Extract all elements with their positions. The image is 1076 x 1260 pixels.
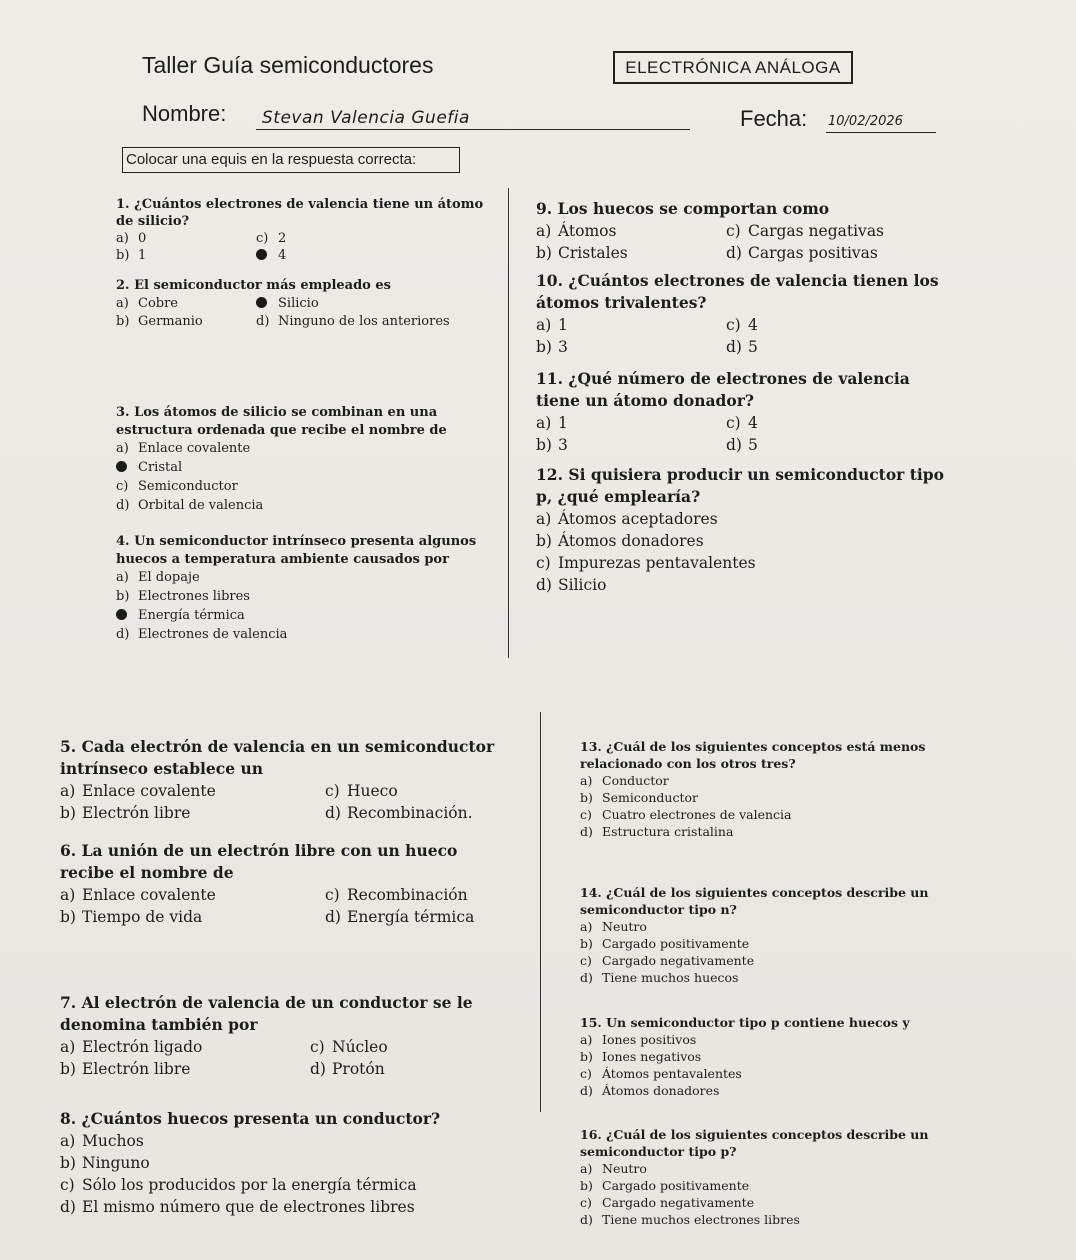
question-stem: ¿Qué número de electrones de valencia tiene un átomo donador? [536, 369, 910, 410]
option-text: Electrones libres [138, 589, 250, 604]
question-stem: ¿Cuántos electrones de valencia tienen los átomos trivalentes? [536, 271, 939, 312]
question-11 [536, 368, 956, 456]
answer-option[interactable] [60, 1174, 510, 1196]
answer-option[interactable] [726, 314, 758, 336]
option-letter: a) [536, 222, 552, 240]
answer-option[interactable] [580, 789, 980, 806]
option-letter: a) [116, 441, 129, 456]
column-divider [508, 188, 509, 658]
options-list [536, 220, 936, 264]
answer-option[interactable] [60, 1152, 510, 1174]
option-text: Cristales [558, 244, 628, 262]
option-text: Semiconductor [602, 790, 698, 805]
answer-option[interactable] [256, 247, 286, 266]
answer-option[interactable] [325, 884, 468, 906]
question-text [536, 270, 956, 314]
option-text: Tiene muchos electrones libres [602, 1212, 800, 1227]
answer-option[interactable] [580, 1048, 980, 1065]
options-list [60, 780, 510, 824]
option-text: 3 [558, 338, 568, 356]
option-text: Recombinación [347, 886, 468, 904]
subject-box: ELECTRÓNICA ANÁLOGA [613, 51, 853, 84]
option-text: Muchos [82, 1132, 144, 1150]
answer-option[interactable] [116, 569, 486, 588]
answer-option[interactable] [116, 607, 486, 626]
question-stem: Al electrón de valencia de un conductor se le denomina también por [60, 993, 473, 1034]
option-text: 2 [278, 231, 287, 246]
option-letter: c) [325, 886, 340, 904]
option-letter: d) [580, 1212, 593, 1227]
question-stem: Un semiconductor tipo p contiene huecos y [606, 1015, 910, 1030]
option-letter: b) [536, 244, 552, 262]
answer-option[interactable] [60, 1036, 202, 1058]
answer-option[interactable] [726, 434, 758, 456]
option-text: Cargado negativamente [602, 953, 755, 968]
answer-option[interactable] [325, 802, 473, 824]
answer-option[interactable] [536, 412, 568, 434]
question-3 [116, 404, 476, 516]
options-list [580, 1031, 980, 1099]
options-list [580, 1160, 980, 1228]
answer-option[interactable] [580, 806, 980, 823]
question-number: 10. [536, 271, 569, 290]
option-text: Electrón libre [82, 1060, 191, 1078]
question-number: 12. [536, 465, 569, 484]
option-letter: b) [580, 936, 593, 951]
answer-option[interactable] [580, 1211, 980, 1228]
answer-option[interactable] [726, 242, 878, 264]
option-letter: b) [60, 804, 76, 822]
option-text: Semiconductor [138, 479, 238, 494]
option-letter: c) [726, 316, 741, 334]
question-text [580, 1126, 980, 1160]
option-letter: a) [536, 510, 552, 528]
question-stem: La unión de un electrón libre con un hueco recibe el nombre de [60, 841, 458, 882]
option-letter: b) [116, 314, 130, 329]
option-letter: d) [536, 576, 552, 594]
answer-option[interactable] [580, 969, 980, 986]
answer-option[interactable] [536, 552, 956, 574]
answer-option[interactable] [60, 802, 190, 824]
option-text: Neutro [602, 919, 647, 934]
answer-option[interactable] [310, 1036, 388, 1058]
question-text [116, 277, 496, 295]
answer-option[interactable] [580, 823, 980, 840]
filled-circle-mark-icon [256, 249, 267, 260]
option-letter: a) [60, 886, 76, 904]
options-list [116, 230, 486, 264]
question-number: 14. [580, 885, 607, 900]
option-letter: c) [580, 807, 592, 822]
answer-option[interactable] [60, 906, 202, 928]
instruction-box: Colocar una equis en la respuesta correcta: [122, 147, 460, 173]
question-number: 8. [60, 1109, 82, 1128]
answer-option[interactable] [116, 588, 486, 607]
options-list [536, 412, 956, 456]
answer-option[interactable] [116, 626, 486, 645]
question-text [536, 368, 956, 412]
options-list [536, 314, 956, 358]
option-text: El mismo número que de electrones libres [82, 1198, 415, 1216]
option-text: Átomos aceptadores [558, 510, 718, 528]
option-letter: b) [580, 1178, 593, 1193]
options-list [116, 569, 486, 645]
answer-option[interactable] [60, 1196, 510, 1218]
question-text [580, 884, 980, 918]
question-stem: Si quisiera producir un semiconductor tipo p, ¿qué emplearía? [536, 465, 944, 506]
option-text: Electrón libre [82, 804, 191, 822]
option-text: Electrones de valencia [138, 627, 288, 642]
option-letter: a) [536, 414, 552, 432]
name-label: Nombre: [142, 101, 227, 126]
question-stem: Un semiconductor intrínseco presenta algunos huecos a temperatura ambiente causados por [116, 534, 477, 567]
option-text: Estructura cristalina [602, 824, 734, 839]
question-number: 16. [580, 1127, 607, 1142]
answer-option[interactable] [325, 780, 398, 802]
option-text: 5 [748, 338, 758, 356]
options-list [536, 508, 956, 596]
question-text [60, 992, 510, 1036]
option-text: Silicio [558, 576, 607, 594]
option-letter: b) [60, 1154, 76, 1172]
answer-option[interactable] [580, 772, 980, 789]
option-text: Conductor [602, 773, 669, 788]
options-list [116, 440, 476, 516]
question-text [536, 198, 936, 220]
options-list [60, 1130, 510, 1218]
options-list [60, 884, 510, 928]
option-text: Cargas negativas [748, 222, 885, 240]
answer-option[interactable] [580, 1177, 980, 1194]
answer-option[interactable] [116, 459, 476, 478]
option-letter: b) [116, 248, 130, 263]
option-text: Energía térmica [138, 608, 245, 623]
question-stem: Los huecos se comportan como [557, 199, 830, 218]
option-text: Átomos [558, 222, 617, 240]
option-text: 4 [278, 248, 287, 263]
option-letter: b) [580, 1049, 593, 1064]
option-letter: c) [325, 782, 340, 800]
date-underline [826, 132, 936, 133]
option-letter: b) [536, 532, 552, 550]
option-letter: c) [60, 1176, 75, 1194]
answer-option[interactable] [325, 906, 474, 928]
option-text: Cargado positivamente [602, 936, 750, 951]
option-text: 1 [558, 414, 568, 432]
option-text: El dopaje [138, 570, 200, 585]
option-letter: c) [726, 414, 741, 432]
page-title: Taller Guía semiconductores [142, 52, 434, 78]
question-stem: ¿Cuántos electrones de valencia tiene un átomo de silicio? [116, 197, 484, 229]
option-text: Hueco [347, 782, 398, 800]
option-letter: d) [116, 498, 130, 513]
option-text: 4 [748, 316, 758, 334]
option-text: Energía térmica [347, 908, 475, 926]
question-7 [60, 992, 510, 1080]
option-letter: c) [580, 1195, 592, 1210]
question-stem: ¿Cuál de los siguientes conceptos está menos relacionado con los otros tres? [580, 739, 926, 771]
answer-option[interactable] [536, 530, 956, 552]
option-letter: c) [310, 1038, 325, 1056]
option-text: Cargas positivas [748, 244, 878, 262]
option-letter: a) [580, 773, 593, 788]
answer-option[interactable] [536, 434, 568, 456]
option-letter: d) [325, 804, 341, 822]
question-4 [116, 533, 486, 645]
question-text [536, 464, 956, 508]
name-field[interactable]: Stevan Valencia Guefia [262, 108, 470, 128]
option-text: Protón [332, 1060, 385, 1078]
question-text [580, 1014, 980, 1031]
option-letter: a) [580, 1161, 593, 1176]
option-text: Orbital de valencia [138, 498, 264, 513]
option-letter: b) [536, 338, 552, 356]
answer-option[interactable] [60, 884, 216, 906]
question-1 [116, 196, 486, 264]
option-letter: b) [580, 790, 593, 805]
option-text: Cristal [138, 460, 183, 475]
answer-option[interactable] [310, 1058, 385, 1080]
question-5 [60, 736, 510, 824]
option-text: Neutro [602, 1161, 647, 1176]
option-letter: b) [536, 436, 552, 454]
question-number: 6. [60, 841, 82, 860]
option-letter: d) [580, 970, 593, 985]
answer-option[interactable] [580, 935, 980, 952]
option-letter: b) [116, 589, 130, 604]
answer-option[interactable] [116, 497, 476, 516]
option-letter: a) [580, 1032, 593, 1047]
option-letter: d) [256, 314, 270, 329]
option-letter: c) [536, 554, 551, 572]
option-letter: a) [116, 231, 129, 246]
question-number: 13. [580, 739, 607, 754]
option-text: Tiempo de vida [82, 908, 203, 926]
answer-option[interactable] [726, 412, 758, 434]
answer-option[interactable] [580, 952, 980, 969]
question-number: 1. [116, 197, 135, 212]
answer-option[interactable] [116, 295, 178, 314]
answer-option[interactable] [536, 336, 568, 358]
question-8 [60, 1108, 510, 1218]
option-text: Electrón ligado [82, 1038, 203, 1056]
option-letter: c) [256, 231, 269, 246]
question-14 [580, 884, 980, 986]
option-letter: d) [325, 908, 341, 926]
option-letter: c) [116, 479, 129, 494]
answer-option[interactable] [116, 440, 476, 459]
option-letter: a) [536, 316, 552, 334]
option-letter: b) [60, 908, 76, 926]
option-letter: c) [726, 222, 741, 240]
option-letter: a) [580, 919, 593, 934]
option-text: 0 [138, 231, 147, 246]
option-letter: b) [60, 1060, 76, 1078]
question-text [60, 736, 510, 780]
answer-option[interactable] [580, 1194, 980, 1211]
question-number: 2. [116, 278, 135, 293]
option-text: 5 [748, 436, 758, 454]
question-2 [116, 277, 496, 331]
answer-option[interactable] [726, 336, 758, 358]
filled-circle-mark-icon [116, 609, 127, 620]
question-text [116, 404, 476, 440]
option-text: Átomos pentavalentes [602, 1066, 742, 1081]
answer-option[interactable] [116, 313, 203, 332]
option-text: Enlace covalente [82, 886, 216, 904]
option-text: Silicio [278, 296, 319, 311]
answer-option[interactable] [580, 1160, 980, 1177]
answer-option[interactable] [116, 478, 476, 497]
question-stem: ¿Cuál de los siguientes conceptos describe un semiconductor tipo n? [580, 885, 929, 917]
option-text: Enlace covalente [138, 441, 251, 456]
answer-option[interactable] [256, 313, 450, 332]
answer-option[interactable] [536, 574, 956, 596]
date-field[interactable]: 10/02/2026 [828, 114, 903, 129]
question-stem: Los átomos de silicio se combinan en una estructura ordenada que recibe el nombre de [116, 405, 447, 438]
question-text [580, 738, 980, 772]
option-letter: c) [580, 1066, 592, 1081]
question-number: 9. [536, 199, 558, 218]
column-divider [540, 712, 541, 1112]
answer-option[interactable] [536, 314, 568, 336]
question-number: 5. [60, 737, 82, 756]
filled-circle-mark-icon [116, 461, 127, 472]
option-text: 1 [138, 248, 147, 263]
answer-option[interactable] [580, 918, 980, 935]
option-letter: d) [60, 1198, 76, 1216]
option-text: Iones positivos [602, 1032, 697, 1047]
option-letter: a) [60, 1038, 76, 1056]
question-6 [60, 840, 510, 928]
answer-option[interactable] [580, 1065, 980, 1082]
question-13 [580, 738, 980, 840]
question-number: 4. [116, 534, 135, 549]
question-stem: ¿Cuál de los siguientes conceptos describe un semiconductor tipo p? [580, 1127, 929, 1159]
question-10 [536, 270, 956, 358]
option-letter: d) [580, 1083, 593, 1098]
question-9 [536, 198, 936, 264]
options-list [580, 918, 980, 986]
option-letter: a) [60, 1132, 76, 1150]
answer-option[interactable] [116, 247, 146, 266]
question-stem: ¿Cuántos huecos presenta un conductor? [81, 1109, 441, 1128]
question-text [60, 1108, 510, 1130]
answer-option[interactable] [60, 780, 216, 802]
question-stem: Cada electrón de valencia en un semiconductor intrínseco establece un [60, 737, 495, 778]
option-text: Núcleo [332, 1038, 388, 1056]
question-16 [580, 1126, 980, 1228]
option-text: Cobre [138, 296, 179, 311]
name-underline [256, 129, 690, 130]
option-text: Cargado positivamente [602, 1178, 750, 1193]
date-label: Fecha: [740, 106, 808, 131]
question-number: 11. [536, 369, 569, 388]
options-list [116, 295, 496, 331]
option-letter: d) [726, 338, 742, 356]
question-number: 3. [116, 405, 135, 420]
question-15 [580, 1014, 980, 1099]
question-text [116, 196, 486, 230]
answer-option[interactable] [60, 1130, 510, 1152]
options-list [60, 1036, 510, 1080]
answer-option[interactable] [60, 1058, 190, 1080]
question-12 [536, 464, 956, 596]
filled-circle-mark-icon [256, 297, 267, 308]
option-letter: a) [116, 296, 129, 311]
option-text: Átomos donadores [558, 532, 704, 550]
option-text: 3 [558, 436, 568, 454]
answer-option[interactable] [536, 508, 956, 530]
option-letter: d) [726, 244, 742, 262]
option-text: Cargado negativamente [602, 1195, 755, 1210]
answer-option[interactable] [536, 242, 628, 264]
answer-option[interactable] [726, 220, 884, 242]
option-text: Iones negativos [602, 1049, 702, 1064]
option-text: Ninguno de los anteriores [278, 314, 450, 329]
option-text: Ninguno [82, 1154, 150, 1172]
option-letter: d) [580, 824, 593, 839]
option-letter: d) [310, 1060, 326, 1078]
option-text: Sólo los producidos por la energía térmica [82, 1176, 417, 1194]
answer-option[interactable] [536, 220, 616, 242]
option-text: Impurezas pentavalentes [558, 554, 756, 572]
option-text: 1 [558, 316, 568, 334]
option-letter: a) [60, 782, 76, 800]
option-letter: d) [116, 627, 130, 642]
question-number: 15. [580, 1015, 607, 1030]
option-text: Recombinación. [347, 804, 473, 822]
option-text: Átomos donadores [602, 1083, 720, 1098]
option-letter: c) [580, 953, 592, 968]
answer-option[interactable] [256, 295, 319, 314]
question-number: 7. [60, 993, 82, 1012]
answer-option[interactable] [580, 1031, 980, 1048]
answer-option[interactable] [580, 1082, 980, 1099]
question-text [60, 840, 510, 884]
question-text [116, 533, 486, 569]
option-text: Germanio [138, 314, 203, 329]
option-text: Cuatro electrones de valencia [602, 807, 792, 822]
option-text: Tiene muchos huecos [602, 970, 739, 985]
option-text: 4 [748, 414, 758, 432]
question-stem: El semiconductor más empleado es [134, 278, 391, 293]
option-text: Enlace covalente [82, 782, 216, 800]
option-letter: d) [726, 436, 742, 454]
options-list [580, 772, 980, 840]
option-letter: a) [116, 570, 129, 585]
